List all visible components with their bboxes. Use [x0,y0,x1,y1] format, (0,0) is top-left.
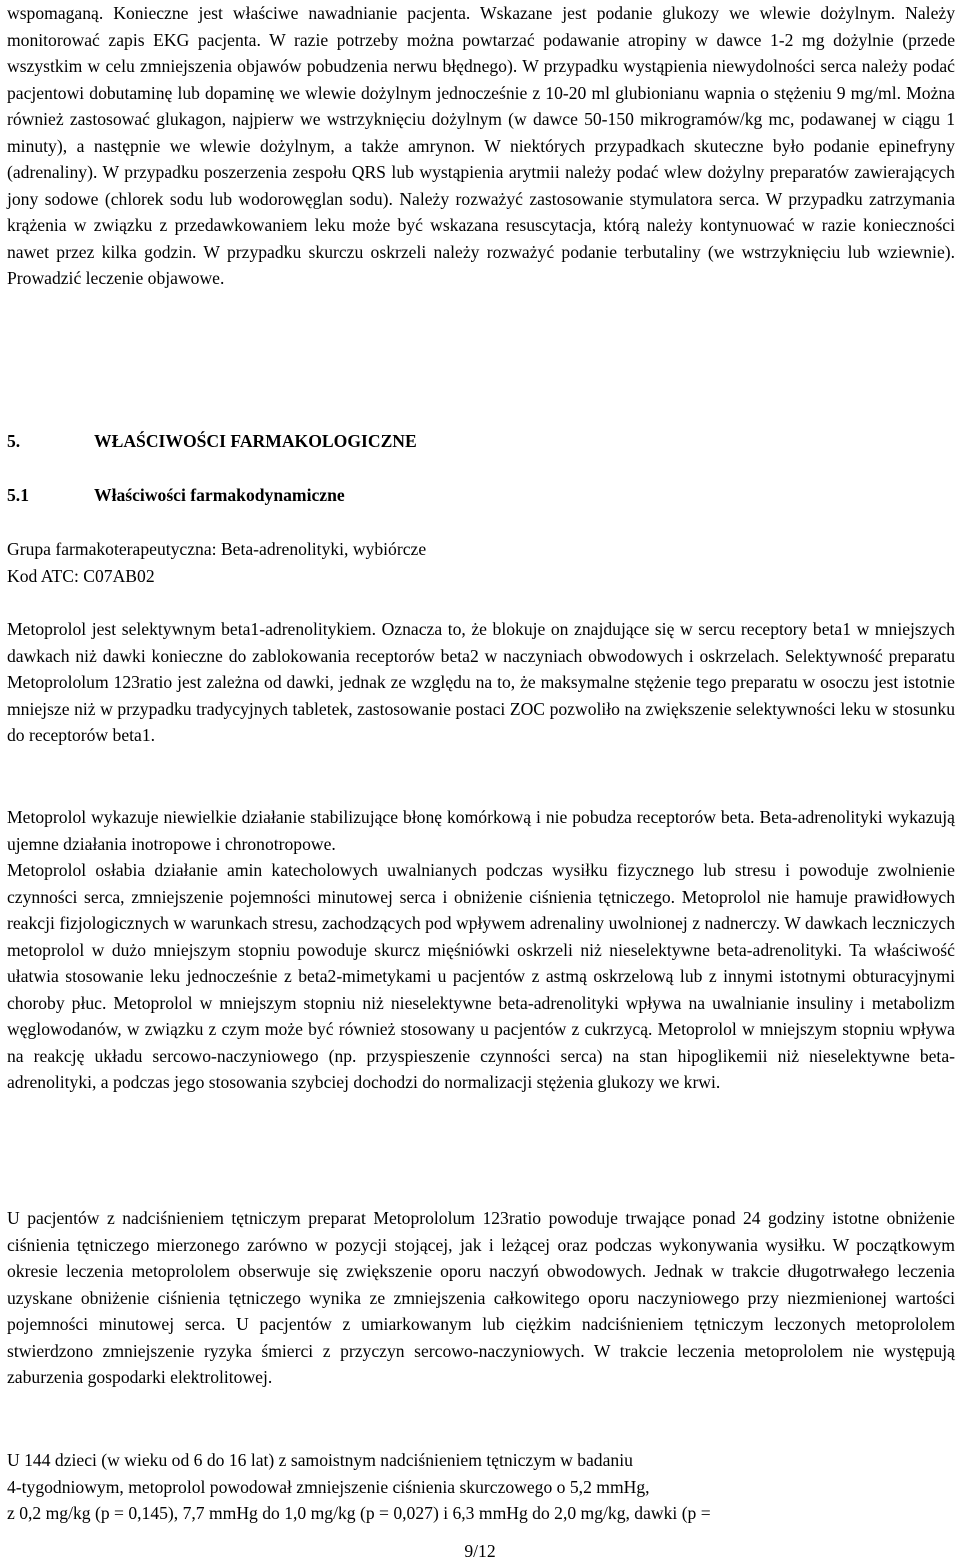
subsection-title: Właściwości farmakodynamiczne [94,485,345,505]
sentence: wspomaganą. Konieczne jest właściwe nawadnianie pacjenta. Wskazane jest podanie glukozy we wlewie dożylnym. Należy monitorować zapis EKG pacjenta. W razie potrzeby można powtarzać podawanie atropiny w dawce 1-2 mg dożylnie (przede wszystkim w celu zmniejszenia objawów pobudzenia nerwu błędnego). [7,3,955,76]
hypertension-paragraph [7,1205,955,1391]
sentence: Selektywność preparatu Metoprololum 123ratio jest zależna od dawki, jednak ze względu na to, że maksymalne stężenie tego preparatu w osoczu jest istotnie mniejsze niż w przypadku tradycyjnych tabletek, zastosowanie postaci ZOC pozwoliło na zwiększenie selektywności leku w stosunku do receptorów beta1. [7,645,955,745]
sentence: W dawkach leczniczych metoprolol w dużo mniejszym stopniu powoduje skurcz mięśniówki oskrzeli niż nieselektywne beta-adrenolityki. [7,913,955,960]
overdose-treatment-paragraph [7,0,955,292]
sentence: U pacjentów z nadciśnieniem tętniczym preparat Metoprololum 123ratio powoduje trwające ponad 24 godziny istotne obniżenie ciśnienia tętniczego mierzonego zarówno w pozycji stojącej, jak i leżącej oraz podczas wykonywania wysiłku. [7,1208,955,1255]
text-line: z 0,2 mg/kg (p = 0,145), 7,7 mmHg do 1,0 mg/kg (p = 0,027) i 6,3 mmHg do 2,0 mg/kg, dawki (p = [7,1503,711,1523]
sentence: Metoprolol w mniejszym stopniu niż nieselektywne beta-adrenolityki wpływa na uwalnianie insuliny i metabolizm węglowodanów, w związku z czym może być również stosowany u pacjentów z cukrzycą. [7,992,955,1039]
sentence: Można również zastosować glukagon, najpierw we wstrzyknięciu dożylnym (w dawce 50-150 mikrogramów/kg mc, podawanej w ciągu 1 minuty), a następnie we wlewie dożylnym, a także amrynon. [7,82,955,156]
sentence: Metoprolol osłabia działanie amin katecholowych uwalnianych podczas wysiłku fizycznego lub stresu i powoduje zwolnienie czynności serca, zmniejszenie pojemności minutowej serca i obniżenie ciśnienia tętniczego. [7,860,955,907]
membrane-paragraph [7,804,955,857]
sentence: W początkowym okresie leczenia metoprololem obserwuje się zwiększenie oporu naczyń obwodowych. [7,1234,955,1281]
sentence: Metoprolol nie hamuje prawidłowych reakcji fizjologicznych w warunkach stresu, zachodzących pod wpływem adrenaliny uwolnionej z nadnerczy. [7,886,955,933]
sentence: Beta-adrenolityki wykazują ujemne działania inotropowe i chronotropowe. [7,807,955,854]
sentence: U pacjentów z umiarkowanym lub ciężkim nadciśnieniem tętniczym leczonych metoprololem stwierdzono zmniejszenie ryzyka śmierci z przyczyn sercowo-naczyniowych. [7,1314,956,1361]
text-line: 4-tygodniowym, metoprolol powodował zmniejszenie ciśnienia skurczowego o 5,2 mmHg, [7,1476,650,1497]
sentence: Jednak w trakcie długotrwałego leczenia uzyskane obniżenie ciśnienia tętniczego wynika ze zmniejszenia całkowitego oporu naczyniowego przy niezmienionej wartości pojemności minutowej serca. [7,1261,955,1334]
subsection-heading [7,482,345,508]
pharmacotherapeutic-group [7,536,955,589]
selectivity-paragraph [7,616,955,749]
sentence: W przypadku poszerzenia zespołu QRS lub wystąpienia arytmii należy podać wlew dożylny preparatów zawierających jony sodowe (chlorek sodu lub wodorowęglan sodu). [7,162,955,209]
sentence: W trakcie leczenia metoprololem nie występują zaburzenia gospodarki elektrolitowej. [7,1340,955,1387]
sentence: W niektórych przypadkach skuteczne było podanie epinefryny (adrenaliny). [7,135,955,182]
sentence: Metoprolol w mniejszym stopniu wpływa na reakcję układu sercowo-naczyniowego (np. przyspieszenie czynności serca) na stan hipoglikemii niż nieselektywne beta-adrenolityki, a podczas jego stosowania szybciej dochodzi do normalizacji stężenia glukozy we krwi. [7,1019,955,1092]
text-line: U 144 dzieci (w wieku od 6 do 16 lat) z samoistnym nadciśnieniem tętniczym w badaniu [7,1450,633,1470]
page-number: 9/12 [464,1541,496,1561]
sentence: Oznacza to, że blokuje on znajdujące się w sercu receptory beta1 w mniejszych dawkach niż dawki konieczne do zablokowania receptorów beta2 w naczyniach obwodowych i oskrzelach. [7,619,955,666]
pediatric-study-paragraph [7,1447,955,1527]
sentence: Ta właściwość ułatwia stosowanie leku jednocześnie z beta2-mimetykami u pacjentów z astmą oskrzelową lub z innymi istotnymi obturacyjnymi choroby płuc. [7,939,955,1013]
sentence: W przypadku wystąpienia niewydolności serca należy podać pacjentowi dobutaminę lub dopaminę we wlewie dożylnym jednocześnie z 10-20 ml glubionianu wapnia o stężeniu 9 mg/ml. [7,56,955,103]
section-title: WŁAŚCIWOŚCI FARMAKOLOGICZNE [94,431,417,451]
sentence: Metoprolol wykazuje niewielkie działanie stabilizujące błonę komórkową i nie pobudza receptorów beta. [7,807,755,827]
section-number: 5. [7,431,21,451]
sentence: W przypadku skurczu oskrzeli należy rozważyć podanie terbutaliny (we wstrzyknięciu lub wziewnie). [203,241,956,262]
sentence: W przypadku zatrzymania krążenia w związku z przedawkowaniem leku może być wskazana resuscytacja, którą należy kontynuować w razie konieczności nawet przez kilka godzin. [7,188,955,262]
section-heading [7,428,417,454]
atc-code-line: Kod ATC: C07AB02 [7,565,155,586]
sentence: Prowadzić leczenie objawowe. [7,268,225,288]
sentence: Należy rozważyć zastosowanie stymulatora serca. [399,188,760,209]
sentence: Metoprolol jest selektywnym beta1-adrenolitykiem. [7,619,376,639]
effects-paragraph [7,857,955,1096]
group-line: Grupa farmakoterapeutyczna: Beta-adrenolityki, wybiórcze [7,539,427,559]
subsection-number: 5.1 [7,485,29,505]
